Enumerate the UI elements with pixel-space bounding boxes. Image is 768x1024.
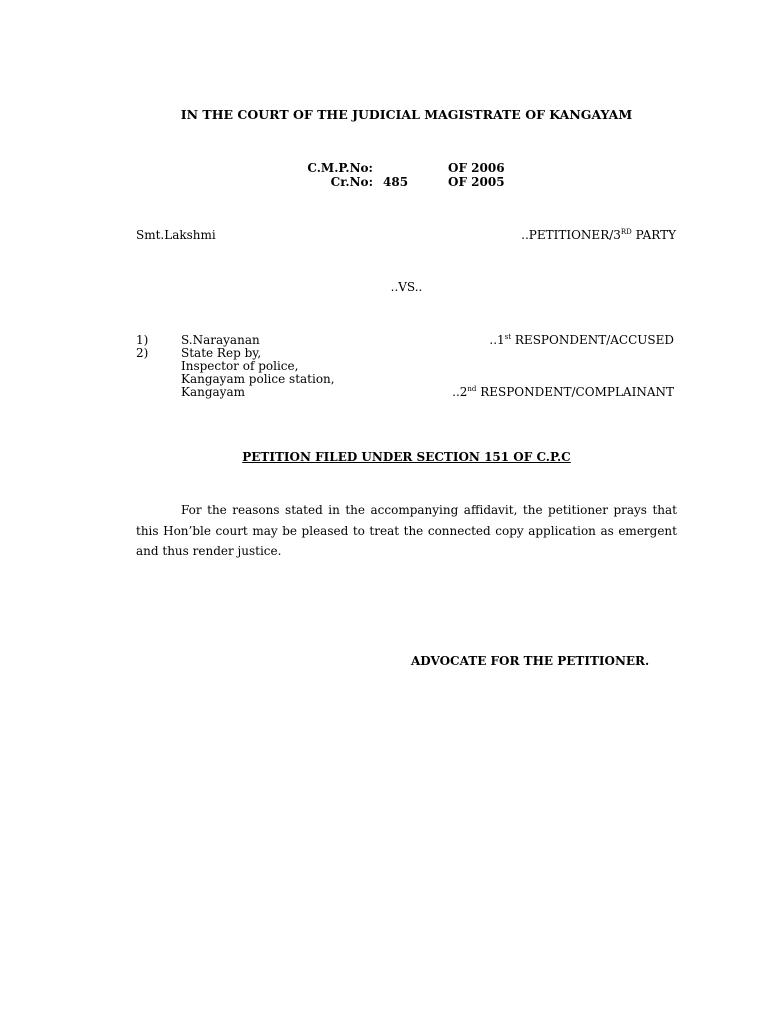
respondent-2-role: ..2nd RESPONDENT/COMPLAINANT [452, 385, 674, 399]
cr-year: OF 2005 [448, 175, 505, 189]
versus-label: ..VS.. [390, 280, 423, 294]
respondent-2-line-3: Kangayam police station, [181, 372, 335, 386]
respondent-1-name: S.Narayanan [181, 333, 260, 347]
cmp-year: OF 2006 [448, 161, 505, 175]
petitioner-name: Smt.Lakshmi [136, 228, 216, 242]
respondent-2-line-4: Kangayam [181, 385, 245, 399]
petition-body [136, 500, 677, 562]
respondent-2-number: 2) [136, 346, 149, 360]
cmp-label: C.M.P.No: [307, 161, 373, 175]
respondent-1-number: 1) [136, 333, 149, 347]
cr-label: Cr.No: [330, 175, 373, 189]
petitioner-role: ..PETITIONER/3RD PARTY [521, 228, 676, 242]
petition-body-text: For the reasons stated in the accompanying affidavit, the petitioner prays that this Hon’ble court may be pleased to treat the connected copy application as emergent and thus render justice. [136, 503, 677, 558]
respondent-2-line-1: State Rep by, [181, 346, 262, 360]
cr-number: 485 [383, 175, 409, 189]
advocate-signature: ADVOCATE FOR THE PETITIONER. [411, 654, 650, 668]
court-heading: IN THE COURT OF THE JUDICIAL MAGISTRATE OF KANGAYAM [180, 107, 633, 122]
respondent-1-role: ..1st RESPONDENT/ACCUSED [489, 333, 674, 347]
petition-title: PETITION FILED UNDER SECTION 151 OF C.P.C [242, 450, 571, 464]
respondent-2-line-2: Inspector of police, [181, 359, 299, 373]
